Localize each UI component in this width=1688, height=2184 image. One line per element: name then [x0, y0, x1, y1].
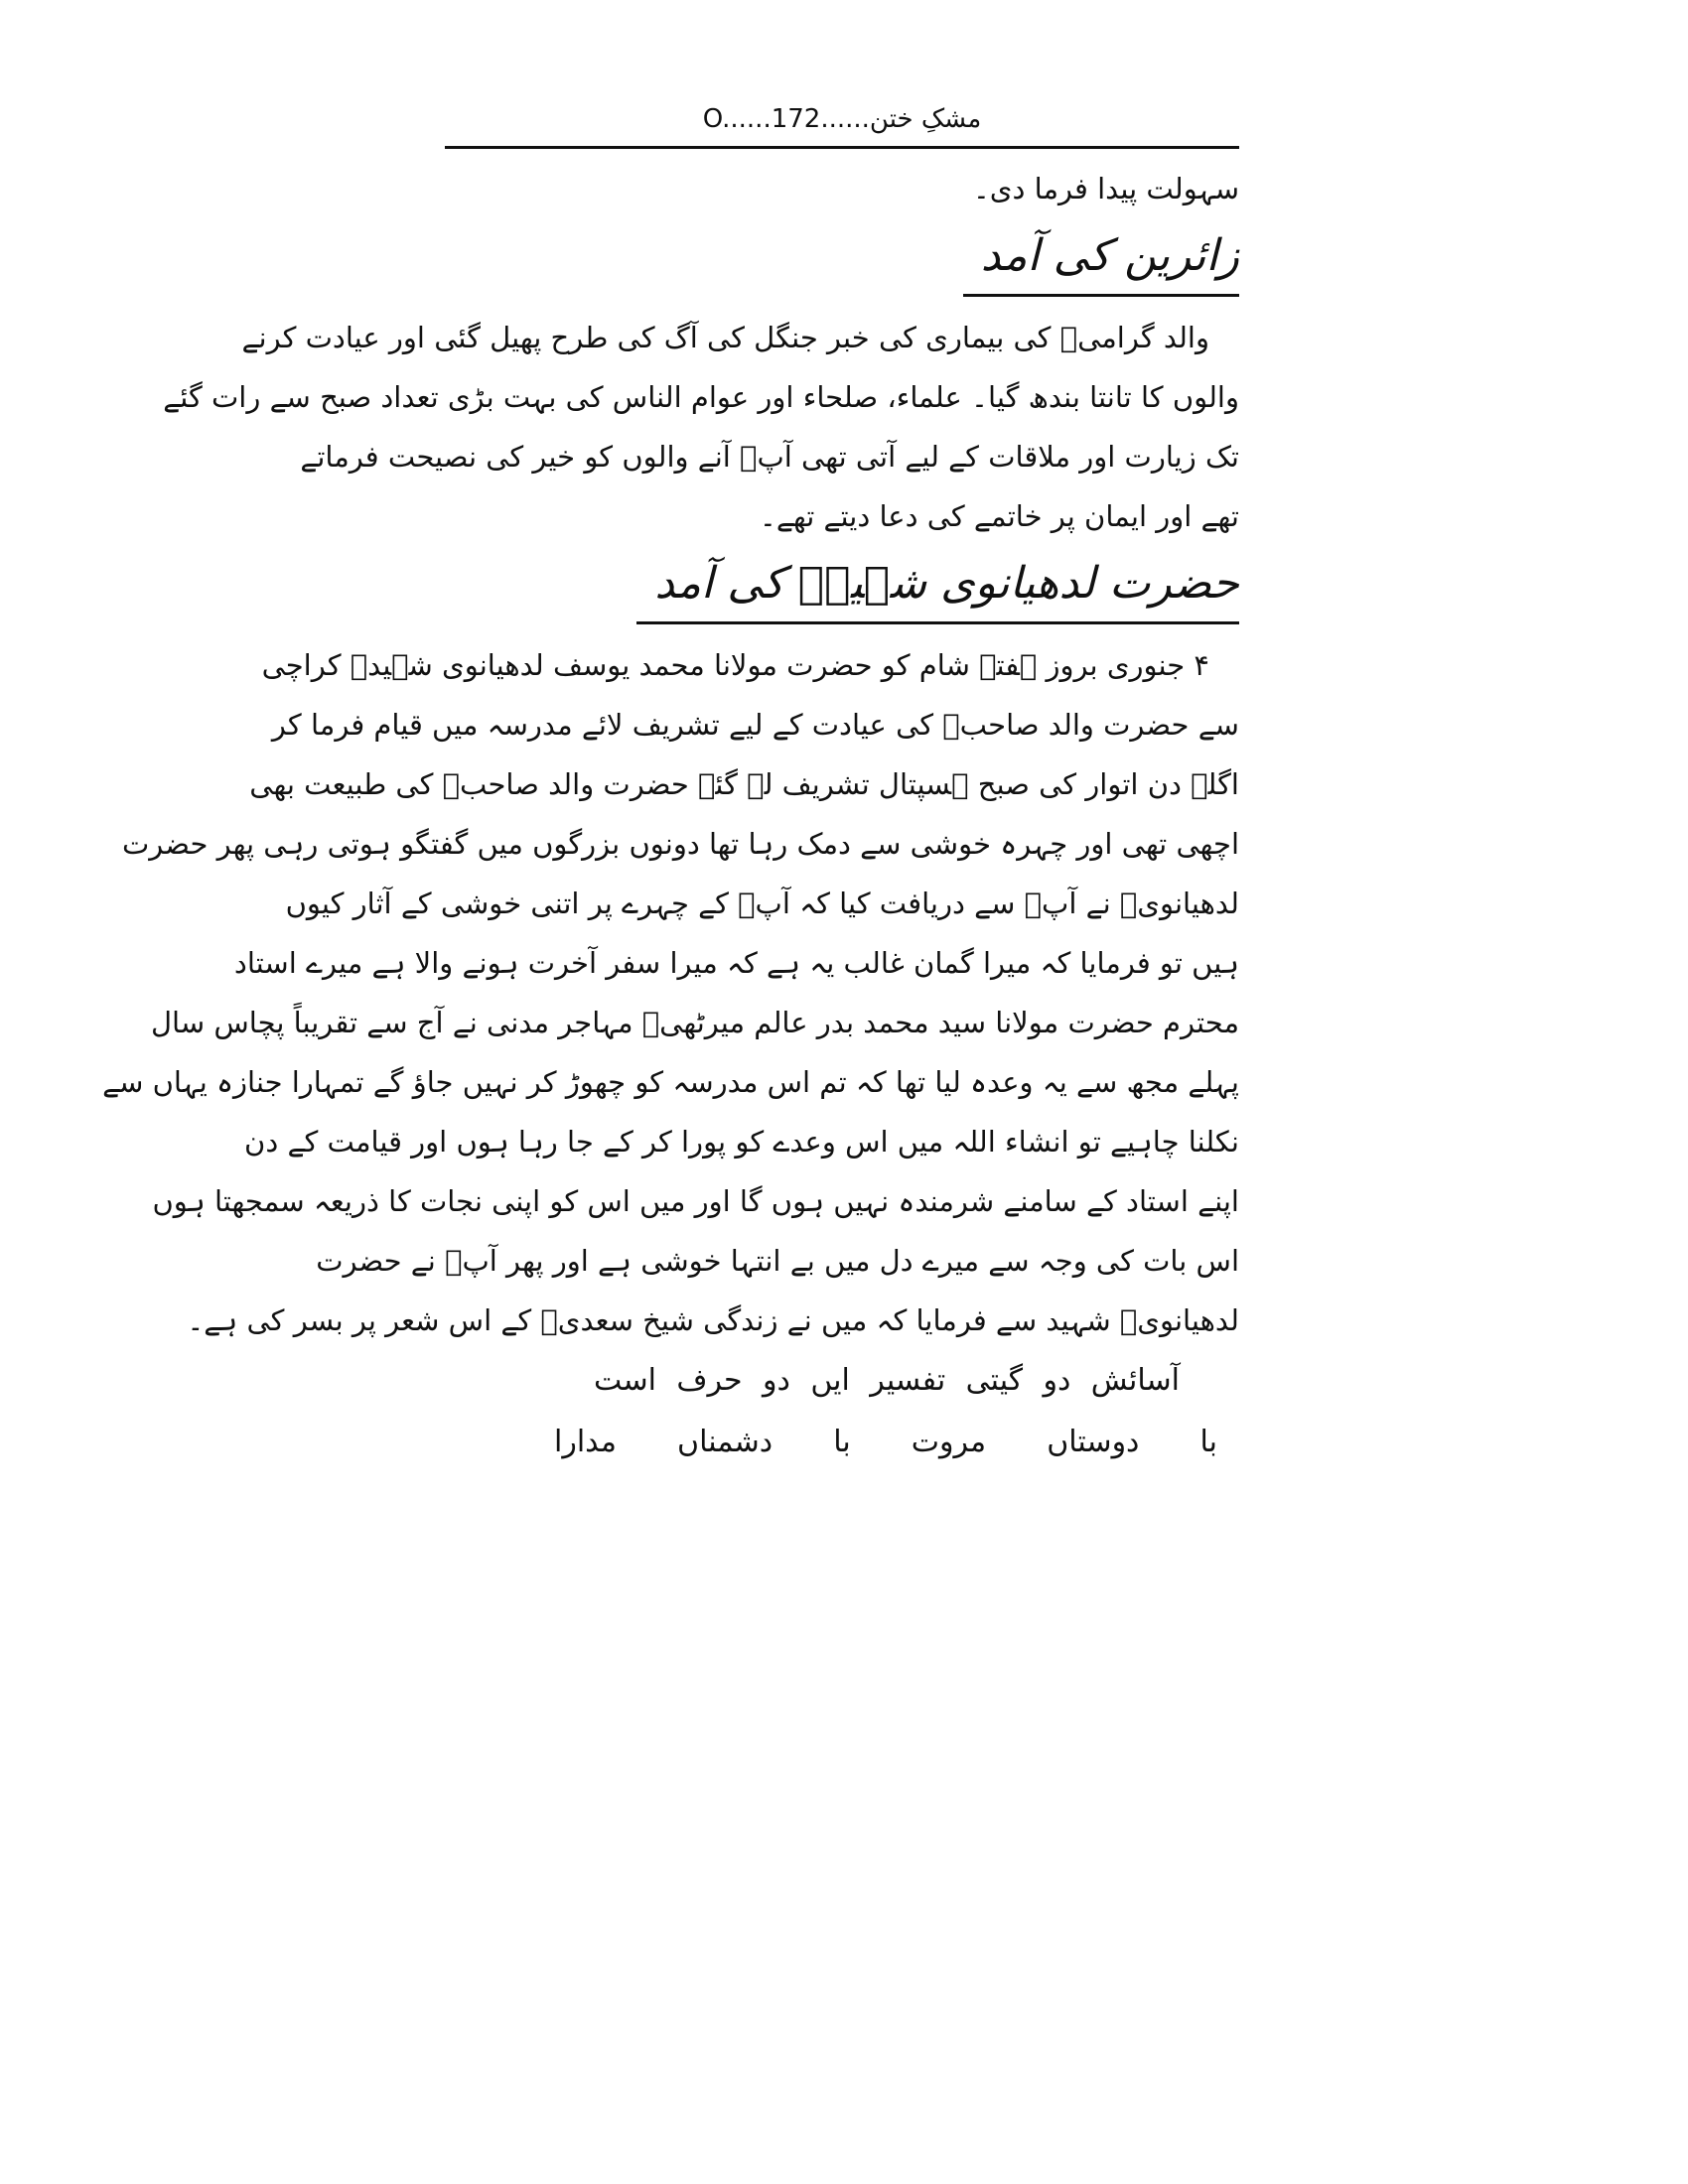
- page-body: [102, 159, 1239, 1473]
- section-heading-ludhianvi: حضرت لدھیانوی شہیدؒ کی آمد: [636, 546, 1239, 624]
- header-divider: [445, 146, 1239, 149]
- verse-line-2: با دوستاں مروت با دشمناں مدارا: [554, 1425, 1217, 1459]
- paragraph-line: نکلنا چاہیے تو انشاء اللہ میں اس وعدے کو پورا کر کے جا رہا ہوں اور قیامت کے دن: [244, 1125, 1239, 1159]
- verse-line-1: آسائش دو گیتی تفسیر ایں دو حرف است: [594, 1363, 1180, 1398]
- paragraph-line: والوں کا تانتا بندھ گیا۔ علماء، صلحاء اور عوام الناس کی بہت بڑی تعداد صبح سے رات گئے: [163, 380, 1239, 414]
- paragraph-line: تھے اور ایمان پر خاتمے کی دعا دیتے تھے۔: [759, 499, 1239, 533]
- paragraph-line: لدھیانویؒ نے آپؒ سے دریافت کیا کہ آپؒ کے چہرے پر اتنی خوشی کے آثار کیوں: [285, 887, 1239, 920]
- running-header-text: مشکِ ختن......O......172: [702, 104, 982, 134]
- paragraph-line: سے حضرت والد صاحبؒ کی عیادت کے لیے تشریف لائے مدرسہ میں قیام فرما کر: [271, 708, 1239, 742]
- paragraph-line: اس بات کی وجہ سے میرے دل میں بے انتہا خوشی ہے اور پھر آپؒ نے حضرت: [316, 1244, 1239, 1278]
- section-heading-visitors: زائرین کی آمد: [963, 218, 1239, 297]
- paragraph-line: تک زیارت اور ملاقات کے لیے آتی تھی آپؒ آنے والوں کو خیر کی نصیحت فرماتے: [300, 440, 1239, 474]
- paragraph-line: اچھی تھی اور چہرہ خوشی سے دمک رہا تھا دونوں بزرگوں میں گفتگو ہوتی رہی پھر حضرت: [122, 827, 1239, 861]
- running-header: [445, 99, 1239, 139]
- paragraph-line: لدھیانویؒ شہید سے فرمایا کہ میں نے زندگی شیخ سعدیؒ کے اس شعر پر بسر کی ہے۔: [187, 1303, 1239, 1337]
- paragraph-line: اپنے استاد کے سامنے شرمندہ نہیں ہوں گا اور میں اس کو اپنی نجات کا ذریعہ سمجھتا ہوں: [152, 1184, 1239, 1218]
- paragraph-ludhianvi: [102, 635, 1239, 1350]
- opening-line: سہولت پیدا فرما دی۔: [972, 172, 1239, 205]
- paragraph-visitors: [163, 308, 1239, 546]
- section-heading-wrap: [445, 546, 1239, 629]
- paragraph-line: محترم حضرت مولانا سید محمد بدر عالم میرٹھیؒ مہاجر مدنی نے آج سے تقریباً پچاس سال: [150, 1006, 1239, 1039]
- section-heading-wrap: [445, 218, 1239, 302]
- paragraph-line: ۴ جنوری بروز ہفتہ شام کو حضرت مولانا محمد یوسف لدھیانوی شہیدؒ کراچی: [261, 648, 1209, 682]
- paragraph-line: والد گرامیؒ کی بیماری کی خبر جنگل کی آگ کی طرح پھیل گئی اور عیادت کرنے: [241, 321, 1209, 354]
- paragraph-line: پہلے مجھ سے یہ وعدہ لیا تھا کہ تم اس مدرسہ کو چھوڑ کر نہیں جاؤ گے تمہارا جنازہ یہاں سے: [102, 1065, 1239, 1099]
- paragraph-line: اگلے دن اتوار کی صبح ہسپتال تشریف لے گئے حضرت والد صاحبؒ کی طبیعت بھی: [249, 767, 1239, 801]
- paragraph-line: ہیں تو فرمایا کہ میرا گمان غالب یہ ہے کہ میرا سفر آخرت ہونے والا ہے میرے استاد: [233, 946, 1239, 980]
